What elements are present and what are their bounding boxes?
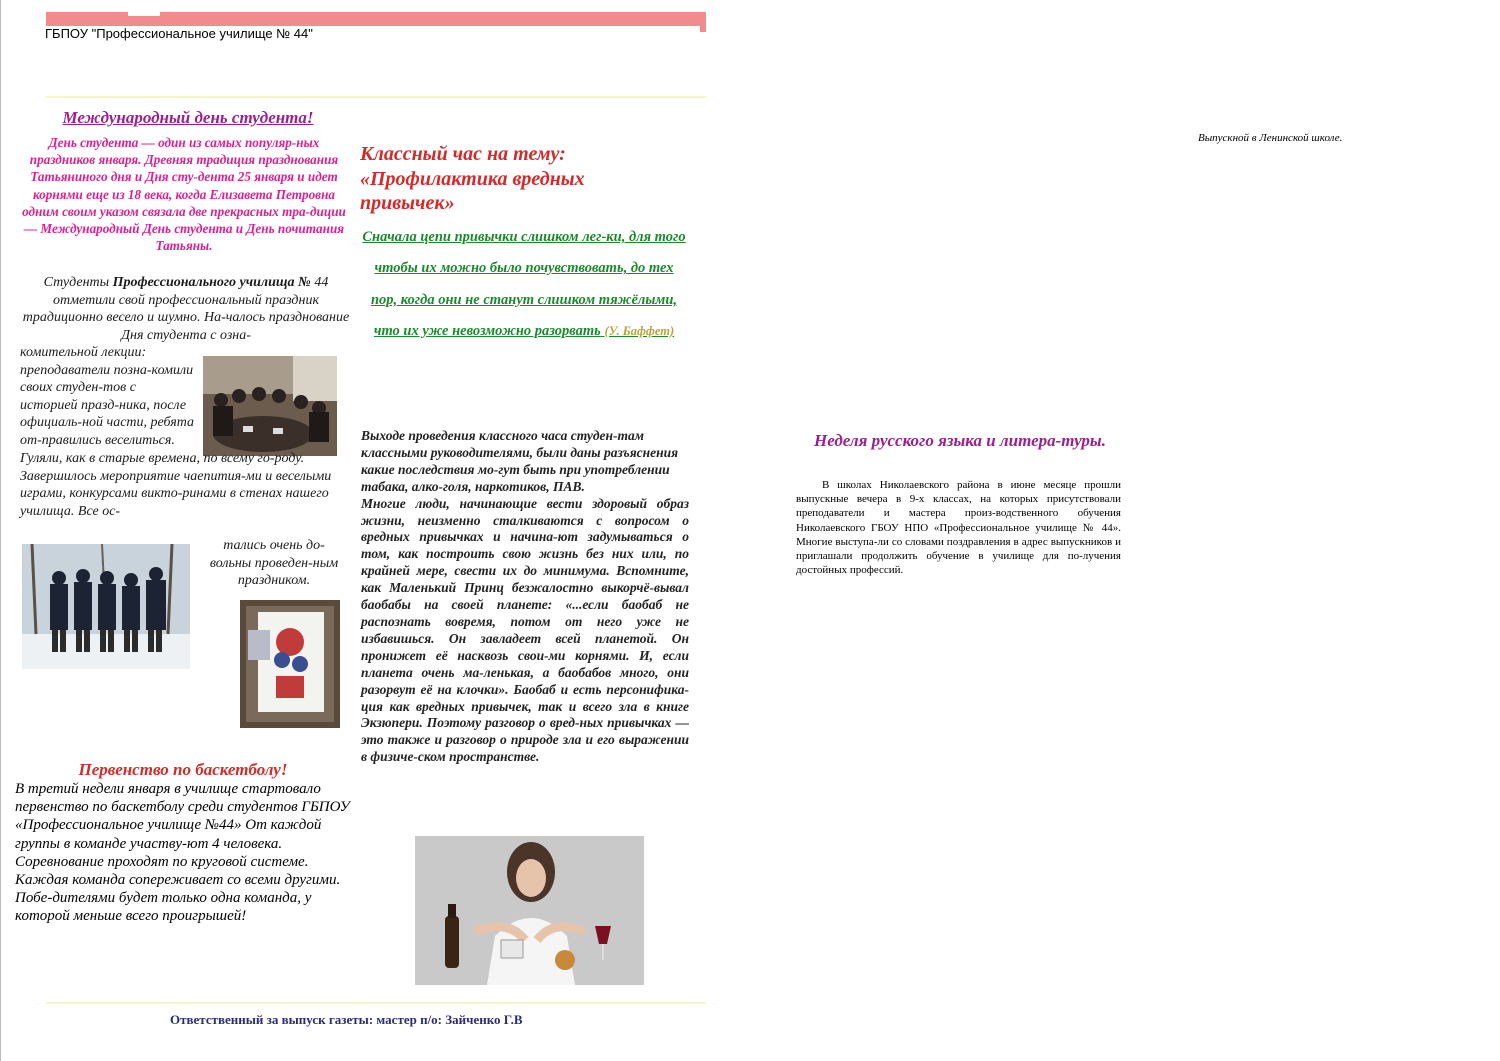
- bad-habits-photo: [415, 836, 644, 985]
- quote-author: (У. Баффет): [604, 323, 675, 338]
- russian-week-title: Неделя русского языка и литера-туры.: [814, 431, 1106, 450]
- school-name: ГБПОУ "Профессиональное училище № 44": [45, 26, 313, 41]
- class-hour-body-1: Выходе проведения классного часа студен-там классными руководителями, были даны разъяснения какие последствия мо-гут быть при употреблении табака, алко-голя, наркотиков, ПАВ.: [361, 428, 679, 494]
- winter-group-photo-image: [22, 544, 190, 669]
- class-hour-body-2: Многие люди, начинающие вести здоровый образ жизни, неизменно сталкиваются с вопросом о вредных привычках и начина-ют задумываться о том, как построить свою жизнь без них или, по крайней мере, свести их до минимума. Вспомните, как Маленький Принц безжалостно выкорчё-вывал баобабы на своей планете: «...если баобаб не распознать вовремя, потом от него уже не избавишься. Он завладеет всей планетой. Он пронижет её насквозь свои-ми корнями. И, если планета очень ма-ленькая, а баобабов много, они разорвут её на клочки». Баобаб и есть персонифика-ция как вредных привычек, так и всего зла в книге Экзюпери. Поэтому разговор о вред-ных привычках — это также и разговор о природе зла и его выражении в физиче-ском пространстве.: [361, 495, 689, 765]
- quote-text: Сначала цепи привычки слишком лег-ки, для того чтобы их можно было почувствовать, до тех пор, когда они не станут слишком тяжёлыми, что их уже невозможно разорвать: [362, 229, 686, 339]
- poster-photo: [240, 600, 340, 728]
- header-tab: [128, 0, 160, 16]
- class-hour-title: Классный час на тему: «Профилактика вредных привычек»: [360, 143, 585, 214]
- student-day-title: Международный день студента!: [62, 108, 314, 127]
- basketball-title: Первенство по баскетболу!: [78, 760, 288, 779]
- p1-prefix: Студенты: [43, 275, 113, 290]
- student-day-intro: День студента — один из самых популяр-ных праздников января. Древняя традиция празднования Татьяниного дня и Дня сту-дента 25 января и идет корнями еще из 18 века, когда Елизавета Петровна одним своим указом связала две прекрасных тра-диции — Международный День студента и День почитания Татьяны.: [22, 135, 346, 254]
- student-day-paragraph-4: тались очень до-вольны проведен-ным праздником.: [209, 538, 339, 589]
- bad-habits-photo-image: [415, 836, 644, 985]
- russian-week-text: В школах Николаевского района в июне месяце прошли выпускные вечера в 9-х классах, на которых присутствовали преподаватели и мастера произ-водственного обучения Николаевского ГБОУ НПО «Профессиональное училище № 44». Многие выступа-ли со словами поздравления в адрес выпускников и приглашали продолжить обучение в училище для по-лучения достойных профессий.: [796, 479, 1121, 577]
- winter-group-photo: [22, 544, 190, 669]
- header-divider: [46, 96, 706, 98]
- class-hour-body: [361, 428, 689, 766]
- lecture-photo-image: [203, 356, 337, 456]
- graduation-caption: Выпускной в Ленинской школе.: [1198, 132, 1343, 144]
- footer-credits: Ответственный за выпуск газеты: мастер п/о: Зайченко Г.В: [170, 1012, 523, 1027]
- footer-divider: [46, 1002, 706, 1004]
- basketball-text: В третий недели января в училище стартовало первенство по баскетболу среди студентов ГБПОУ «Профессиональное училище №44» От каждой группы в команде участву-ют 4 человека. Соревнование проходят по круговой системе. Каждая команда сопереживает со всеми другими. Побе-дителями будет только одна команда, у которой меньше всего проигрышей!: [15, 781, 350, 925]
- buffett-quote: [360, 222, 688, 347]
- header-accent-bar-end: [700, 12, 706, 32]
- lecture-photo: [203, 356, 337, 456]
- p1-rest: 44 отметили свой профессиональный праздник традиционно весело и шумно. На-чалось празднование Дня студента с озна-: [22, 275, 350, 343]
- student-day-paragraph-2: комительной лекции: преподаватели позна-комили своих студен-тов с историей празд-ника, после официаль-ной части, ребята от-правились веселиться.: [20, 345, 195, 448]
- student-day-paragraph-1: [20, 274, 352, 344]
- p1-school: Профессионального училища №: [112, 275, 311, 290]
- poster-photo-image: [240, 600, 340, 728]
- page-edge: [0, 0, 1, 1061]
- student-day-paragraph-3: Гуляли, как в старые времена, по всему го-роду. Завершилось мероприятие чаепития-ми и веселыми играми, конкурсами викто-ринами в стенах нашего училища. Все ос-: [20, 451, 332, 519]
